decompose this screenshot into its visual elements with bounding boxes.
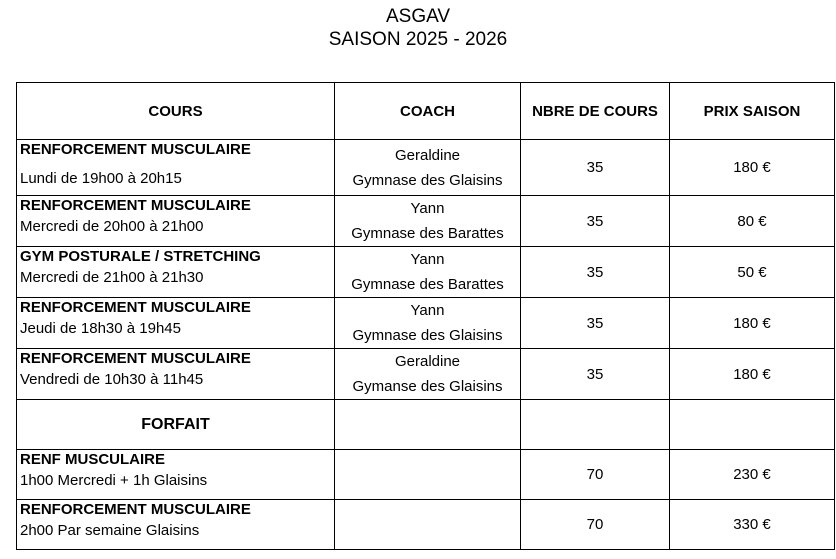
course-time: Jeudi de 18h30 à 19h45 — [20, 320, 181, 337]
coach-name: Yann — [410, 302, 445, 319]
cours-cell — [17, 450, 335, 500]
cours-cell — [17, 349, 335, 400]
coach-cell — [335, 196, 521, 247]
coach-place: Gymnase des Glaisins — [352, 327, 503, 344]
count-cell: 35 — [521, 140, 670, 196]
coach-name: Geraldine — [394, 146, 461, 164]
empty-cell — [521, 400, 670, 450]
count-cell: 35 — [521, 298, 670, 349]
table-row — [17, 140, 835, 196]
course-name: RENFORCEMENT MUSCULAIRE — [20, 197, 251, 214]
course-time: 2h00 Par semaine Glaisins — [20, 522, 200, 539]
price-cell: 230 € — [670, 450, 835, 500]
course-time: Mercredi de 21h00 à 21h30 — [20, 269, 204, 286]
course-name: GYM POSTURALE / STRETCHING — [20, 248, 261, 265]
count-cell: 35 — [521, 196, 670, 247]
coach-name: Yann — [410, 200, 445, 217]
forfait-row — [17, 450, 835, 500]
coach-place: Gymnase des Glaisins — [352, 171, 503, 189]
price-cell: 180 € — [670, 140, 835, 196]
course-time: Lundi de 19h00 à 20h15 — [20, 170, 182, 187]
cours-cell — [17, 196, 335, 247]
price-cell: 180 € — [670, 298, 835, 349]
coach-cell — [335, 140, 521, 196]
coach-place: Gymnase des Barattes — [351, 225, 504, 242]
coach-cell — [335, 247, 521, 298]
cours-cell — [17, 500, 335, 550]
table-row — [17, 298, 835, 349]
empty-cell — [335, 500, 521, 550]
header-nbre-cours: NBRE DE COURS — [521, 83, 670, 140]
header-prix-saison: PRIX SAISON — [670, 83, 835, 140]
count-cell: 70 — [521, 500, 670, 550]
course-name: RENFORCEMENT MUSCULAIRE — [20, 350, 251, 367]
empty-cell — [335, 400, 521, 450]
price-cell: 50 € — [670, 247, 835, 298]
header-row — [17, 83, 835, 140]
table-row — [17, 349, 835, 400]
empty-cell — [670, 400, 835, 450]
coach-cell — [335, 298, 521, 349]
empty-cell — [335, 450, 521, 500]
count-cell: 70 — [521, 450, 670, 500]
cours-cell — [17, 298, 335, 349]
coach-cell — [335, 349, 521, 400]
count-cell: 35 — [521, 247, 670, 298]
course-time: 1h00 Mercredi + 1h Glaisins — [20, 472, 208, 489]
table-row — [17, 196, 835, 247]
course-name: RENFORCEMENT MUSCULAIRE — [20, 299, 251, 316]
forfait-header-row — [17, 400, 835, 450]
price-cell: 80 € — [670, 196, 835, 247]
table-row — [17, 247, 835, 298]
coach-place: Gymanse des Glaisins — [352, 378, 503, 395]
season-title: SAISON 2025 - 2026 — [328, 29, 508, 50]
forfait-label: FORFAIT — [17, 400, 335, 450]
header-cours: COURS — [17, 83, 335, 140]
count-cell: 35 — [521, 349, 670, 400]
coach-name: Yann — [410, 251, 445, 268]
club-name: ASGAV — [385, 6, 451, 27]
cours-cell — [17, 247, 335, 298]
course-name: RENFORCEMENT MUSCULAIRE — [20, 501, 251, 518]
course-time: Vendredi de 10h30 à 11h45 — [20, 371, 204, 388]
coach-place: Gymnase des Barattes — [351, 276, 504, 293]
course-time: Mercredi de 20h00 à 21h00 — [20, 218, 204, 235]
forfait-row — [17, 500, 835, 550]
cours-cell — [17, 140, 335, 196]
coach-name: Geraldine — [394, 353, 461, 370]
price-cell: 330 € — [670, 500, 835, 550]
header-coach: COACH — [335, 83, 521, 140]
course-name: RENFORCEMENT MUSCULAIRE — [20, 141, 251, 158]
price-cell: 180 € — [670, 349, 835, 400]
schedule-table — [16, 82, 835, 550]
course-name: RENF MUSCULAIRE — [20, 451, 165, 468]
